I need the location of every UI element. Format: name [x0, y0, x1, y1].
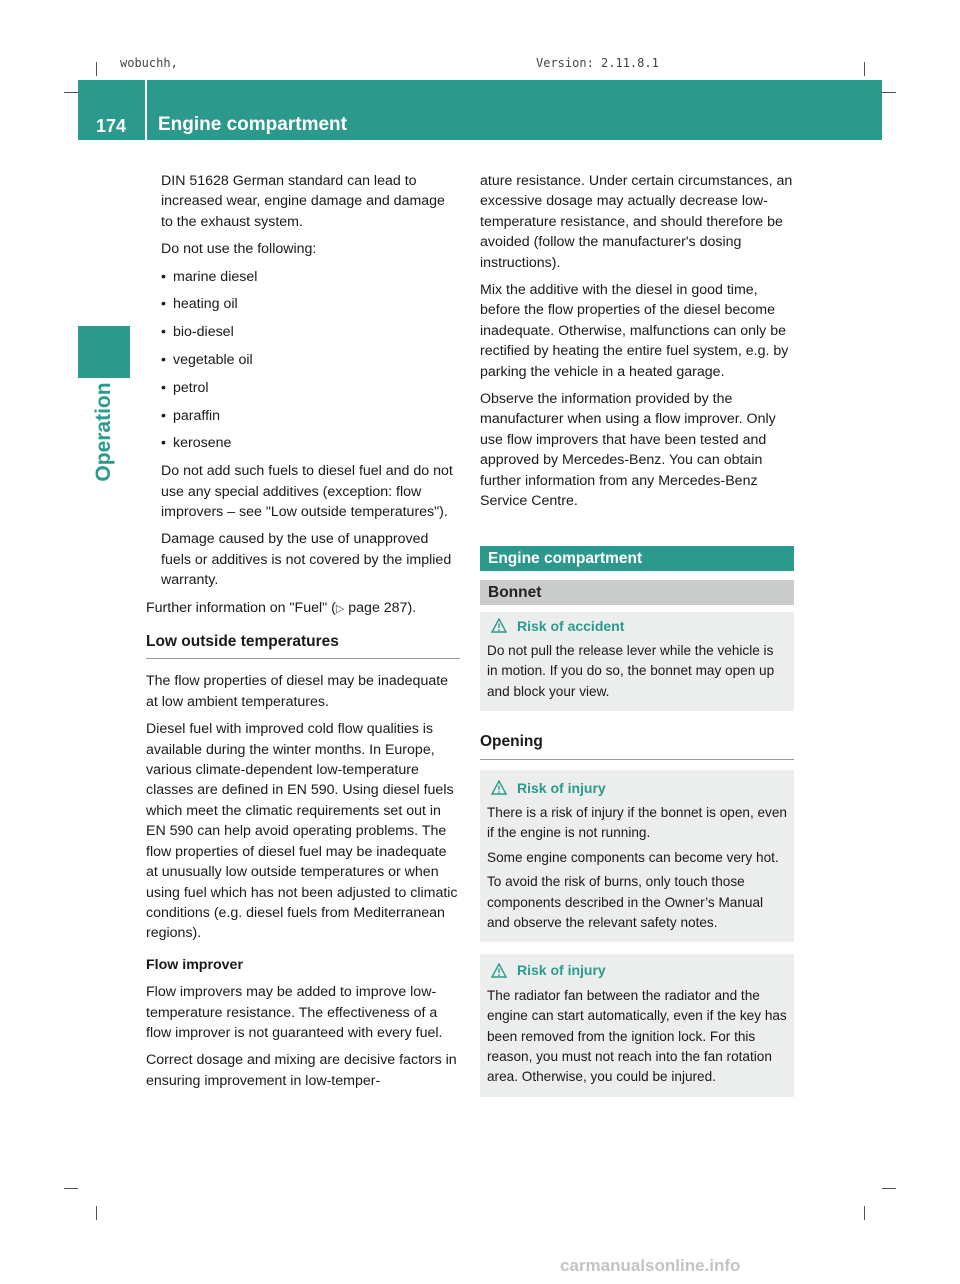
warning-box [480, 954, 794, 1096]
warning-triangle-icon [491, 618, 507, 633]
side-tab-marker [78, 326, 130, 378]
print-mark-right: Version: 2.11.8.1 [536, 56, 659, 70]
paragraph: Do not pull the release lever while the vehicle is in motion. If you do so, the bonnet may open up and block your view. [487, 642, 775, 699]
warning-heading [487, 616, 787, 636]
warning-box [480, 612, 794, 712]
list-item: • vegetable oil [161, 350, 460, 370]
paragraph: Some engine components can become very hot. [487, 849, 779, 865]
page-number: 174 [95, 116, 127, 136]
paragraph: Damage caused by the use of unapproved fuels or additives is not covered by the implied warranty. [161, 531, 452, 589]
text: Further information on "Fuel" ( [146, 599, 336, 616]
warning-triangle-icon [491, 963, 507, 978]
paragraph: Correct dosage and mixing are decisive factors in ensuring improvement in low-temper- [146, 1052, 457, 1089]
header-separator [145, 80, 147, 140]
list-item: • bio-diesel [161, 322, 460, 342]
list-item: • petrol [161, 378, 460, 398]
paragraph [146, 598, 460, 619]
list-item: • marine diesel [161, 267, 460, 287]
warning-heading [487, 960, 787, 980]
fuel-list [146, 267, 460, 454]
warning-box [480, 770, 794, 943]
print-mark-left: wobuchh, [120, 56, 178, 70]
paragraph: Mix the additive with the diesel in good time, before the flow properties of the diesel become inadequate. Otherwise, malfunctions can only be rectified by heating the entire fuel system, e.g. by parking the vehicle in a heated garage. [480, 282, 789, 380]
right-column [480, 171, 794, 1097]
crop-mark [882, 92, 896, 93]
heading-low-temperatures: Low outside temperatures [146, 632, 460, 659]
paragraph: Do not use the following: [161, 241, 317, 258]
warning-title: Risk of accident [517, 617, 625, 634]
paragraph: The radiator fan between the radiator and the engine can start automatically, even if the key has been removed from the ignition lock. For this reason, you must not reach into the fan rotation area. Otherwise, you could be injured. [487, 987, 787, 1085]
crop-mark [864, 1206, 865, 1220]
list-item: • kerosene [161, 433, 460, 453]
paragraph: ature resistance. Under certain circumstances, an excessive dosage may actually decrease low-temperature resistance, and should therefore be avoided (follow the manufacturer's dosing instructions). [480, 173, 793, 271]
page-reference[interactable]: page 287). [344, 599, 417, 616]
warning-triangle-icon [491, 780, 507, 795]
paragraph: To avoid the risk of burns, only touch those components described in the Owner’s Manual and observe the relevant safety notes. [487, 874, 764, 930]
warning-title: Risk of injury [517, 962, 606, 979]
paragraph: Do not add such fuels to diesel fuel and do not use any special additives (exception: flow improvers – see "Low outside temperatures"). [161, 463, 453, 521]
warning-title: Risk of injury [517, 779, 606, 796]
crop-mark [864, 62, 865, 76]
crop-mark [64, 92, 78, 93]
paragraph: There is a risk of injury if the bonnet is open, even if the engine is not running. [487, 804, 787, 841]
page-title: Engine compartment [158, 114, 347, 135]
side-tab-label: Operation [92, 382, 115, 482]
page-reference-icon[interactable]: ▷ [335, 602, 345, 615]
heading-opening: Opening [480, 732, 794, 759]
crop-mark [96, 62, 97, 76]
heading-flow-improver: Flow improver [146, 956, 243, 973]
warning-heading [487, 778, 787, 798]
paragraph: DIN 51628 German standard can lead to increased wear, engine damage and damage to the exhaust system. [161, 173, 445, 230]
section-heading: Engine compartment [480, 546, 794, 571]
paragraph: Diesel fuel with improved cold flow qualities is available during the winter months. In Europe, various climate-dependent low-temperature classes are defined in EN 590. Using diesel fuels which meet the climatic requirements set out in EN 590 can help avoid operating problems. The flow properties of diesel fuel may be inadequate at unusually low outside temperatures or when using fuel which has not been adjusted to climatic conditions (e.g. diesel fuels from Mediterranean regions). [146, 721, 458, 942]
crop-mark [96, 1206, 97, 1220]
crop-mark [882, 1188, 896, 1189]
crop-mark [64, 1188, 78, 1189]
subsection-heading: Bonnet [480, 580, 794, 605]
watermark: carmanualsonline.info [560, 1256, 741, 1275]
paragraph: The flow properties of diesel may be inadequate at low ambient temperatures. [146, 673, 449, 710]
list-item: • paraffin [161, 406, 460, 426]
paragraph: Flow improvers may be added to improve low-temperature resistance. The effectiveness of a flow improver is not guaranteed with every fuel. [146, 984, 443, 1041]
list-item: • heating oil [161, 294, 460, 314]
paragraph: Observe the information provided by the manufacturer when using a flow improver. Only use flow improvers that have been tested and approved by Mercedes-Benz. You can obtain further information from any Mercedes-Benz Service Centre. [480, 391, 776, 510]
left-column [146, 171, 460, 1098]
